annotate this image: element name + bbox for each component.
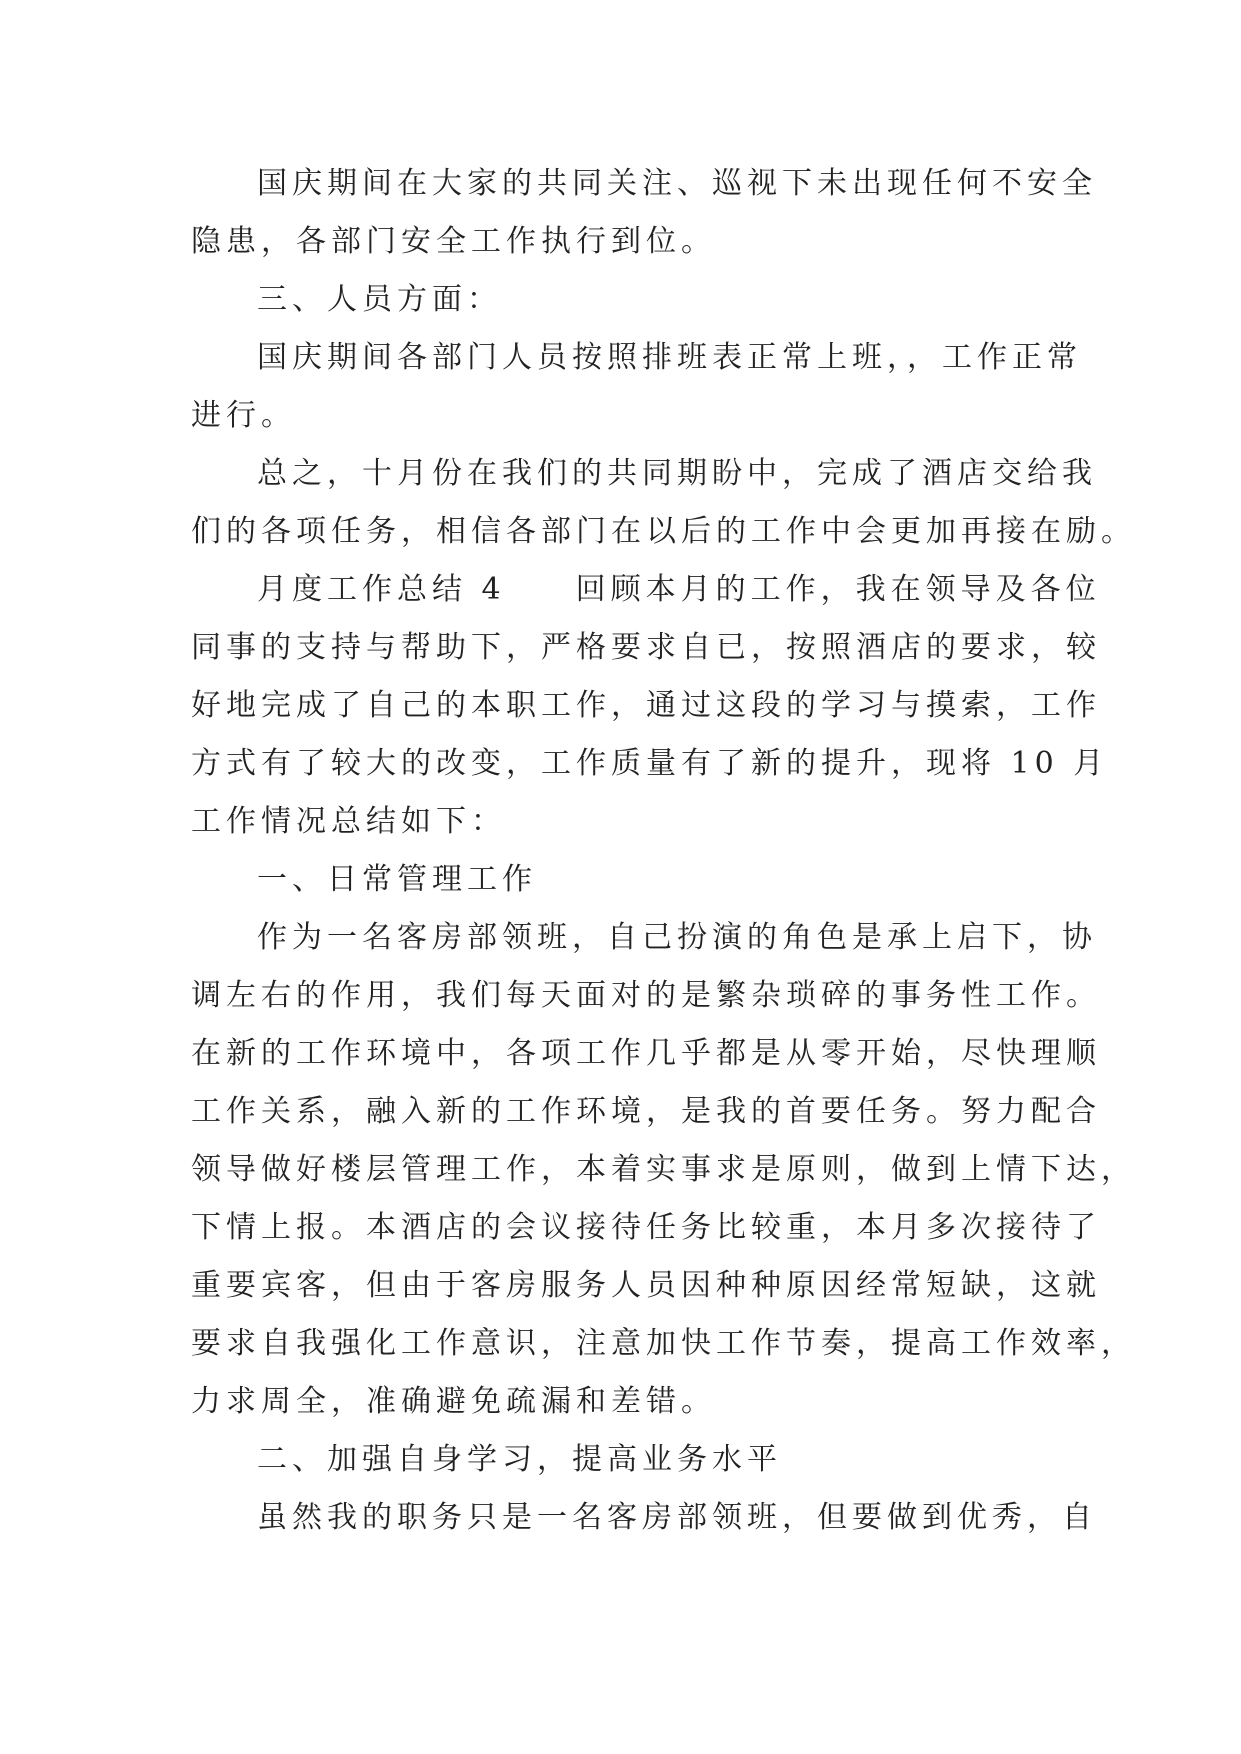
paragraph-line: 国庆期间在大家的共同关注、巡视下未出现任何不安全 <box>257 166 1097 201</box>
paragraph-line: 在新的工作环境中，各项工作几乎都是从零开始，尽快理顺 <box>191 1036 1101 1071</box>
paragraph-line: 方式有了较大的改变，工作质量有了新的提升，现将 10 月 <box>191 746 1109 781</box>
paragraph-line: 总之，十月份在我们的共同期盼中，完成了酒店交给我 <box>257 456 1097 491</box>
paragraph-line: 作为一名客房部领班，自己扮演的角色是承上启下，协 <box>257 920 1097 955</box>
paragraph-line: 要求自我强化工作意识，注意加快工作节奏，提高工作效率， <box>191 1326 1136 1361</box>
paragraph-line: 领导做好楼层管理工作，本着实事求是原则，做到上情下达， <box>191 1152 1136 1187</box>
paragraph-line: 好地完成了自己的本职工作，通过这段的学习与摸索，工作 <box>191 688 1101 723</box>
section-heading: 三、人员方面： <box>257 282 502 317</box>
paragraph-line: 们的各项任务，相信各部门在以后的工作中会更加再接在励。 <box>191 514 1136 549</box>
paragraph-line: 工作关系，融入新的工作环境，是我的首要任务。努力配合 <box>191 1094 1101 1129</box>
paragraph-line: 调左右的作用，我们每天面对的是繁杂琐碎的事务性工作。 <box>191 978 1101 1013</box>
document-body <box>191 155 1136 1547</box>
paragraph-line: 同事的支持与帮助下，严格要求自已，按照酒店的要求，较 <box>191 630 1101 665</box>
paragraph-line: 力求周全，准确避免疏漏和差错。 <box>191 1384 716 1419</box>
section-heading: 一、日常管理工作 <box>257 862 537 897</box>
paragraph-line: 下情上报。本酒店的会议接待任务比较重，本月多次接待了 <box>191 1210 1101 1245</box>
paragraph-line: 进行。 <box>191 398 296 433</box>
paragraph-line: 工作情况总结如下： <box>191 804 506 839</box>
paragraph-line: 国庆期间各部门人员按照排班表正常上班，，工作正常 <box>257 340 1082 375</box>
paragraph-line: 隐患，各部门安全工作执行到位。 <box>191 224 716 259</box>
section-heading: 二、加强自身学习，提高业务水平 <box>257 1442 782 1477</box>
paragraph-line: 重要宾客，但由于客房服务人员因种种原因经常短缺，这就 <box>191 1268 1101 1303</box>
paragraph-line: 虽然我的职务只是一名客房部领班，但要做到优秀，自 <box>257 1500 1097 1535</box>
paragraph-line: 月度工作总结 4 回顾本月的工作，我在领导及各位 <box>257 572 1101 607</box>
